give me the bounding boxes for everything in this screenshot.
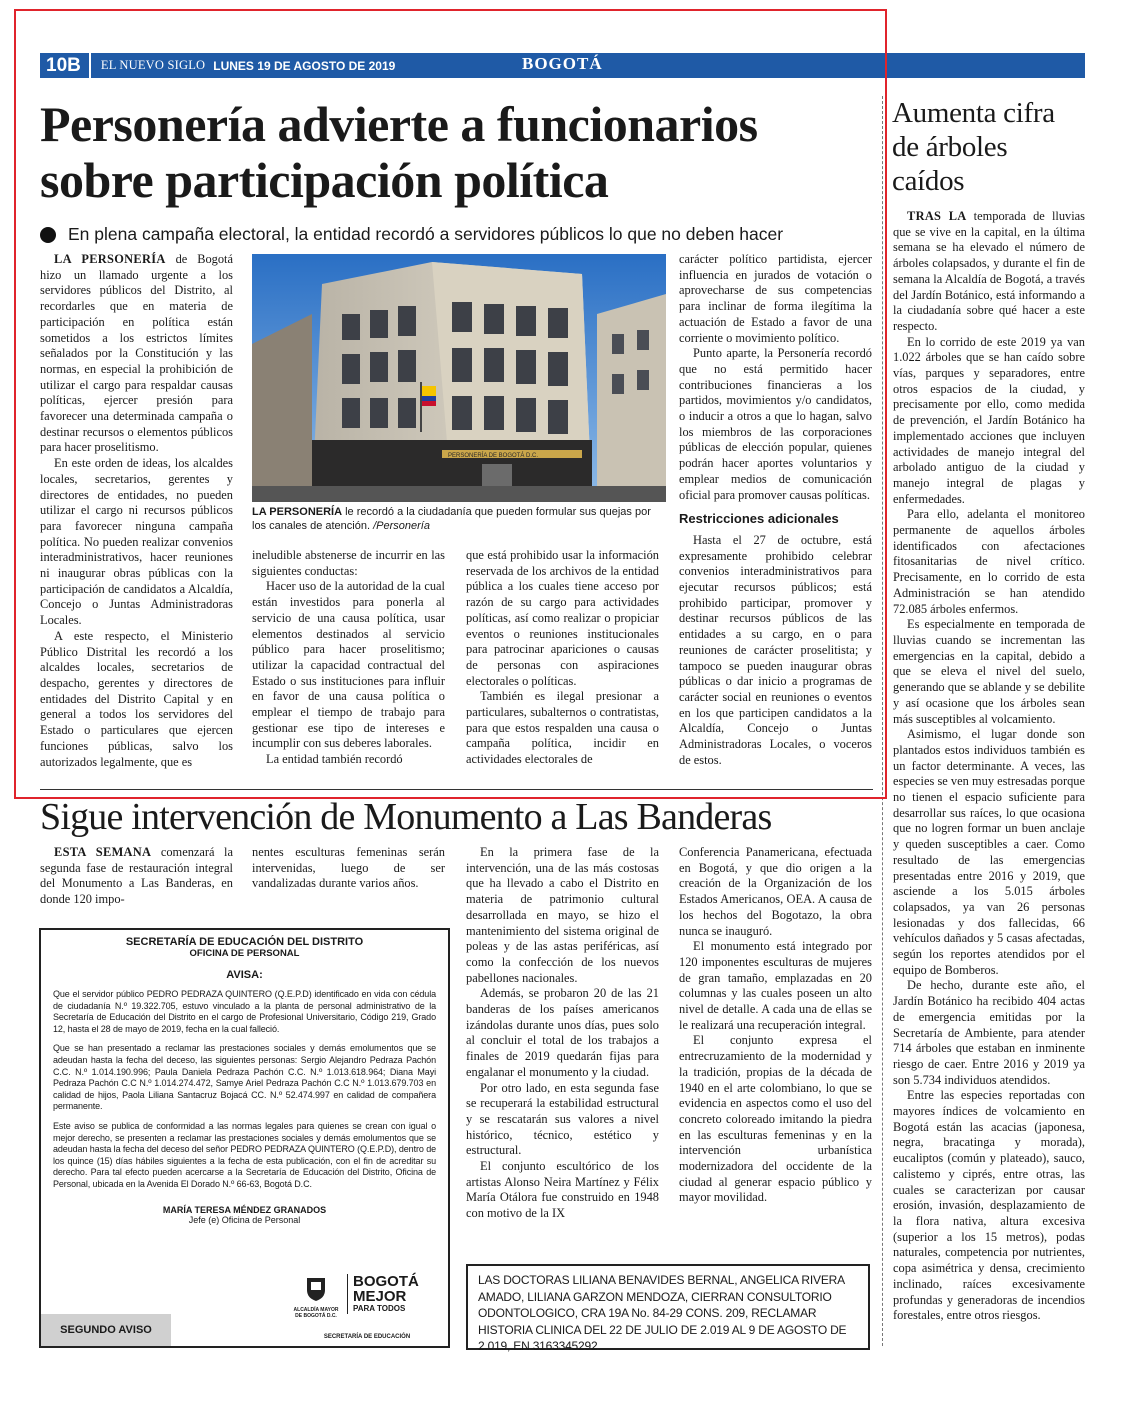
secretaria-label: SECRETARÍA DE EDUCACIÓN [323, 1334, 411, 1340]
second-paragraph: Por otro lado, en esta segunda fase se recuperará la estabilidad estructural y se rescatarán sus valores a nivel histórico, técnico, estético y estructural. [466, 1080, 659, 1158]
notice-signer-role: Jefe (e) Oficina de Personal [188, 1214, 301, 1225]
notice-subtitle: OFICINA DE PERSONAL [189, 948, 300, 959]
personeria-building-image [252, 254, 666, 502]
sidebar-paragraph: TRAS LA temporada de lluvias que se vive en la capital, en la última semana se ha elevado el número de árboles colapsados, y durante el fin de semana la Alcaldía de Bogotá, a través del Jardín Botánico, está informando a la ciudadanía sobre qué hacer a este respecto. [893, 209, 1085, 333]
sidebar-paragraph: Para ello, adelanta el monitoreo permanente de aquellos árboles identificados con afectaciones fitosanitarias de nivel crítico. Precisamente, en lo corrido de esta Administración se han atendido 72.085 árboles enfermos. [893, 507, 1085, 616]
main-paragraph: que está prohibido usar la información reservada de los archivos de la entidad pública a los cuales tiene acceso por razón de su cargo para actividades políticas, así como realizar o propiciar eventos o reuniones institucionales para patrocinar apariciones o causas de personas con aspiraciones electorales o políticas. [466, 548, 659, 688]
bogota-mejor-logo: BOGOTÁ MEJOR PARA TODOS [353, 1273, 419, 1313]
notice-paragraph: Este aviso se publica de conformidad a las normas legales para quienes se crean con igual o mejor derecho, se presenten a reclamar las prestaciones sociales y demás emolumentos que se adeudan hasta la fecha del deceso del señor PEDRO PEDRAZA QUINTERO (Q.E.P.D), dentro de los quince (15) días hábiles siguientes a la fecha de esta publicación, con el fin de acreditar su derecho. Para tal efecto pueden acercarse a la Secretaría de Educación del Distrito, Oficina de Personal, ubicada en la Avenida El Dorado N.º 66-63, Bogotá D.C. [53, 1120, 436, 1189]
sidebar-paragraph: De hecho, durante este año, el Jardín Botánico ha recibido 404 actas de emergencia emitidas por la Secretaría de Ambiente, para atender 714 árboles que estaban en inminente riesgo de caer. Entre 2016 y 2019 ya son 5.734 individuos atendidos. [893, 978, 1085, 1087]
second-column-2 [252, 845, 445, 892]
lead-in: ESTA SEMANA [54, 845, 152, 859]
classified-ad-text: LAS DOCTORAS LILIANA BENAVIDES BERNAL, ANGELICA RIVERA AMADO, LILIANA GARZON MENDOZA, CIERRAN CONSULTORIO ODONTOLOGICO, CRA 19A No. 84-29 CONS. 209, RECLAMAR HISTORIA CLINICA DEL 22 DE JULIO DE 2.019 AL 9 DE AGOSTO DE 2.019, EN 3163345292. [478, 1273, 847, 1354]
second-paragraph: El conjunto escultórico de los artistas Alonso Neira Martínez y Félix María Otálora fue construido en 1948 con motivo de la IX [466, 1159, 659, 1221]
main-paragraph: LA PERSONERÍA de Bogotá hizo un llamado urgente a los servidores públicos del Distrito, al recordarles que en materia de participación en política están sometidos a los estrictos límites señalados por la Constitución y las normas, en especial la prohibición de utilizar el cargo para respaldar causas políticas, ejercer presión para favorecer una determinada campaña o destinar recursos o elementos públicos para hacer proselitismo. [40, 252, 233, 455]
second-paragraph: El conjunto expresa el entrecruzamiento de la modernidad y la tradición, propias de la década de 1940 en el arte colombiano, lo que se evidencia en aspectos como el uso del concreto coloreado imitando la piedra en las esculturas femeninas y en la intervención urbanística modernizadora del occidente de la ciudad al generar espacio público y mayor movilidad. [679, 1033, 872, 1205]
notice-title: SECRETARÍA DE EDUCACIÓN DEL DISTRITO [125, 936, 364, 948]
second-column-3 [466, 845, 659, 1222]
second-paragraph: Además, se probaron 20 de las 21 banderas de los países americanos izándolas durante unos días, pues solo al concluir el total de los trabajos a finales de 2019 quedarán fijas para engalanar el monumento y la ciudad. [466, 986, 659, 1079]
photo-caption [252, 505, 666, 533]
second-paragraph: En la primera fase de la intervención, una de las más costosas que ha llevado a cabo el Distrito en materia de patrimonio cultural desarrollada en mayo, se hizo el mantenimiento del sistema original de poleas y de las astas periféricas, así como la confección de los nuevos pabellones nacionales. [466, 845, 659, 985]
main-headline-line-2: sobre participación política [40, 152, 609, 208]
page-number: 10B [40, 53, 91, 78]
main-paragraph: ineludible abstenerse de incurrir en las siguientes conductas: [252, 548, 445, 578]
coat-of-arms-icon [305, 1276, 327, 1302]
second-paragraph: ESTA SEMANA comenzará la segunda fase de restauración integral del Monumento a Las Banderas, en donde 120 impo- [40, 845, 233, 907]
sidebar-paragraph: Entre las especies reportadas con mayores índices de volcamiento en Bogotá están las acacias (japonesa, negra, bracatinga y morada), eucaliptos (común y plateado), sauco, calistemo y ciprés, entre otras, las cuales se caracterizan por causar erosión, invasión, desplazamiento de la flora nativa, altura excesiva (superior a los 15 metros), podas naturales, competencia por nutrientes, copa asimétrica y densa, crecimiento inclinado, raíces excesivamente profundas y generadoras de incendios forestales, entre otros riesgos. [893, 1088, 1085, 1323]
subhead-restricciones: Restricciones adicionales [679, 511, 839, 527]
main-headline-line-1: Personería advierte a funcionarios [40, 96, 758, 152]
notice-avisa: AVISA: [226, 969, 263, 981]
main-paragraph: En este orden de ideas, los alcaldes locales, secretarios, gerentes y directores de entidades, no pueden utilizar el cargo ni recursos públicos para favorecer ninguna campaña política. No pueden realizar convenios interadministrativos, hacer reuniones ni inaugurar obras públicas con la participación de candidatos a Alcaldía, Concejo o Juntas Administradoras Locales. [40, 456, 233, 628]
main-paragraph: La entidad también recordó [266, 752, 403, 767]
caption-lead: LA PERSONERÍA [252, 506, 343, 518]
second-column-4 [679, 845, 872, 1206]
sidebar-paragraph: Es especialmente en temporada de lluvias cuando se incrementan las emergencias en la capital, debido a que se eleva el nivel del suelo, generando que se ablande y se debilite y así ocasione que los árboles sean más susceptibles al volcamiento. [893, 617, 1085, 726]
section-divider [40, 789, 873, 790]
main-headline [40, 96, 880, 208]
main-column-1 [40, 252, 233, 770]
main-paragraph: A este respecto, el Ministerio Público Distrital les recordó a los alcaldes locales, secretarios de despacho, gerentes y directores de entidades del Distrito Capital y en general a todos los servidores del Estado o particulares que ejercen funciones públicas, salvo los autorizados legalmente, que es [40, 628, 233, 769]
lead-in: TRAS LA [907, 209, 967, 223]
caption-credit: /Personería [373, 520, 430, 532]
sidebar-paragraph: En lo corrido de este 2019 ya van 1.022 árboles que se han caído sobre vías, parques y separadores, entre otros espacios de la ciudad, y precisamente por ello, como medida de prevención, el Jardín Botánico ha implementado acciones que incluyen actividades de manejo integral del arbolado antiguo de la ciudad y manejo integral de plagas y enfermedades. [893, 334, 1085, 506]
main-paragraph: carácter político partidista, ejercer influencia en jurados de votación o aprovecharse de sus competencias para inclinar de forma ilegítima la actuación de Estado a favor de una corriente o movimiento político. [679, 252, 872, 345]
sidebar-body [893, 209, 1085, 1324]
main-paragraph: También es ilegal presionar a particulares, subalternos o contratistas, para que estos respalden una causa o campaña política, incidir en actividades electorales de [466, 689, 659, 767]
main-column-4 [679, 252, 872, 769]
second-paragraph: nentes esculturas femeninas serán intervenidas, luego de ser vandalizadas durante varios años. [252, 845, 445, 891]
alcaldia-logo: ALCALDÍA MAYOR DE BOGOTÁ D.C. [291, 1276, 341, 1319]
main-column-2 [252, 548, 445, 768]
main-dek-text: En plena campaña electoral, la entidad recordó a servidores públicos lo que no deben hacer [68, 224, 784, 244]
main-paragraph: Hacer uso de la autoridad de la cual están investidos para ponerla al servicio de una causa política, usar elementos destinados al servicio público para hacer proselitismo; utilizar la capacidad contractual del Estado o sus instituciones para influir en favor de una causa política o emplear el tiempo de trabajo para gestionar ese tipo de intereses e incumplir con sus deberes laborales. [252, 579, 445, 751]
issue-date: LUNES 19 DE AGOSTO DE 2019 [213, 58, 396, 73]
main-paragraph: Hasta el 27 de octubre, está expresamente prohibido celebrar convenios interadministrativos para ejecutar recursos públicos; está prohibido participar, promover y destinar recursos públicos de las entidades a su cargo, en o para reuniones de carácter proselitista; y tampoco se pueden inaugurar obras públicas o dar inicio a programas de carácter social en reuniones o eventos en los que participen candidatos a la Alcaldía, Concejo o Juntas Administradoras Locales, o voceros de estos. [679, 532, 872, 767]
main-dek [40, 224, 880, 245]
legal-notice-box [39, 928, 450, 1348]
sidebar-headline: Aumenta cifra de árboles caídos [892, 97, 1055, 197]
notice-paragraph: Que el servidor público PEDRO PEDRAZA QUINTERO (Q.E.P.D) identificado en vida con cédula de ciudadanía N.º 19.322.705, estuvo vinculado a la planta de personal administrativo de la Secretaría de Educación del Distrito en el cargo de Profesional Universitario, Código 219, Grado 12, hasta el 28 de mayo de 2019, fecha en la cual falleció. [53, 989, 436, 1034]
second-paragraph: Conferencia Panamericana, efectuada en Bogotá, y que dio origen a la creación de la Organización de los Estados Americanos, OEA. A causa de los hechos del Bogotazo, la obra nunca se inauguró. [679, 845, 872, 938]
second-headline: Sigue intervención de Monumento a Las Banderas [40, 796, 772, 838]
caption-text: le recordó a la ciudadanía que pueden formular sus quejas por los canales de atención. [252, 506, 651, 532]
classified-ad-box [466, 1264, 870, 1354]
section-name: BOGOTÁ [522, 54, 603, 73]
building-photo [252, 254, 666, 502]
main-paragraph: Punto aparte, la Personería recordó que no está permitido hacer contribuciones financieras a los partidos, movimientos y/o candidatos, o inducir a otros a que lo hagan, salvo los miembros de las corporaciones públicas de elección popular, quienes podrán hacer aportes voluntarios y emplear medios de comunicación oficial para promover causas políticas. [679, 346, 872, 502]
second-paragraph: El monumento está integrado por 120 imponentes esculturas de mujeres de gran tamaño, emplazadas en 20 columnas y las cuales poseen un alto nivel de detalle. A cada una de ellas se le realizará una recuperación integral. [679, 939, 872, 1032]
notice-paragraph: Que se han presentado a reclamar las prestaciones sociales y demás emolumentos que se adeudan hasta la fecha del deceso, las siguientes personas: Sergio Alejandro Pedraza Pachón C.C. N.º 1.014.190.996; Paula Daniela Pedraza Pachón C.C. N.º 1.013.618.964; Diana Mayi Pedraza Pachón C.C N.º 1.014.274.472, Samye Ariel Pedraza Pachón C.C N.º 1.013.679.703 en calidad de hijos, Paola Liliana Santacruz Bojacá CC. N.º 52.474.997 en calidad de compañera permanente. [53, 1043, 436, 1112]
second-column-1 [40, 845, 233, 908]
logo-divider [347, 1274, 348, 1314]
segundo-aviso-badge: SEGUNDO AVISO [41, 1314, 171, 1346]
column-divider [882, 96, 883, 1346]
building-sign-text: PERSONERÍA DE BOGOTÁ D.C. [448, 453, 539, 459]
lead-in: LA PERSONERÍA [54, 252, 166, 266]
page-header [40, 53, 1085, 78]
newspaper-name: EL NUEVO SIGLO [100, 58, 206, 72]
main-column-3 [466, 548, 659, 768]
notice-signer: MARÍA TERESA MÉNDEZ GRANADOS [162, 1204, 327, 1215]
bullet-dot-icon [40, 227, 56, 243]
sidebar-paragraph: Asimismo, el lugar donde son plantados estos individuos también es un factor determinante. A veces, las especies se ven muy estresadas porque no tienen el espacio suficiente para desarrollar sus raíces, lo que ocasiona que no logren formar un buen anclaje y queden susceptibles a caer. Como resultado de las emergencias presentadas entre 2016 y 2019, que asciende a los 5.015 árboles colapsados, ya van 26 personas lesionadas y dos fallecidas, 66 vehículos dañados y 5 casas afectadas, según los reportes atendidos por el equipo de Bomberos. [893, 727, 1085, 977]
